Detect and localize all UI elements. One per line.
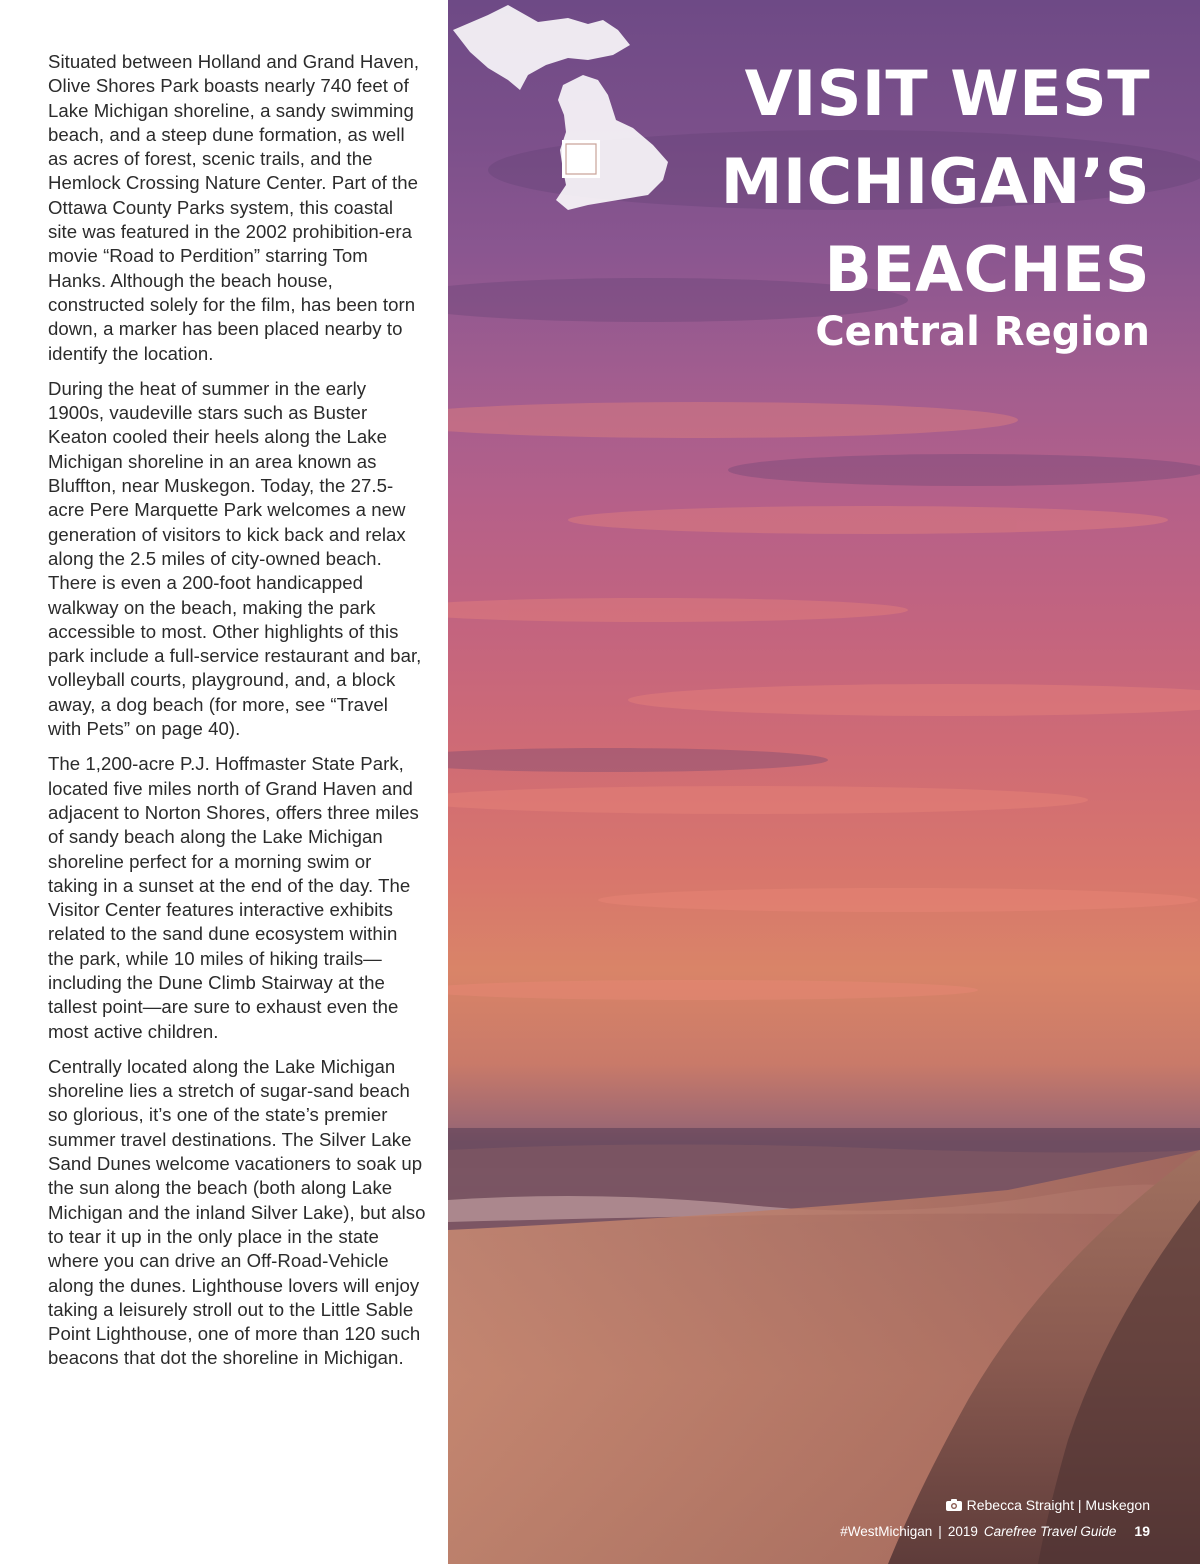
camera-icon bbox=[946, 1499, 962, 1511]
article-body bbox=[48, 50, 426, 1382]
footer-hashtag: #WestMichigan bbox=[840, 1524, 933, 1539]
paragraph-hoffmaster: The 1,200-acre P.J. Hoffmaster State Park, located five miles north of Grand Haven and adjacent to Norton Shores, offers three miles of sandy beach along the Lake Michigan shoreline perfect for a morning swim or taking in a sunset at the end of the day. The Visitor Center features interactive exhibits related to the sand dune ecosystem within the park, while 10 miles of hiking trails—including the Dune Climb Stairway at the tallest point—are sure to exhaust even the most active children. bbox=[48, 753, 419, 1042]
michigan-map-icon bbox=[448, 0, 688, 220]
photo-credit bbox=[946, 1497, 1150, 1513]
footer-separator: | bbox=[938, 1524, 942, 1539]
headline-line-2: MICHIGAN’S bbox=[720, 145, 1150, 218]
paragraph-silver-lake: Centrally located along the Lake Michigan shoreline lies a stretch of sugar-sand beach so glorious, it’s one of the state’s premier summer travel destinations. The Silver Lake Sand Dunes welcome vacationers to soak up the sun along the beach (both along Lake Michigan and the inland Silver Lake), but also to tear it up in the only place in the state where you can drive an Off-Road-Vehicle along the dunes. Lighthouse lovers will enjoy taking a leisurely stroll out to the Little Sable Point Lighthouse, one of more than 120 such beacons that dot the shoreline in Michigan. bbox=[48, 1055, 426, 1369]
paragraph-olive-shores: Situated between Holland and Grand Haven, Olive Shores Park boasts nearly 740 feet of Lake Michigan shoreline, a sandy swimming beach, and a steep dune formation, as well as acres of forest, scenic trails, and the Hemlock Crossing Nature Center. Part of the Ottawa County Parks system, this coastal site was featured in the 2002 prohibition-era movie “Road to Perdition” starring Tom Hanks. Although the beach house, constructed solely for the film, has been torn down, a marker has been placed nearby to identify the location. bbox=[48, 51, 420, 364]
footer-year: 2019 bbox=[947, 1524, 978, 1539]
headline-line-3: BEACHES bbox=[824, 233, 1150, 306]
page-footer bbox=[840, 1523, 1150, 1539]
footer-guide-title: Carefree Travel Guide bbox=[983, 1524, 1117, 1539]
sunset-beach-photo bbox=[448, 0, 1200, 1564]
paragraph-pere-marquette: During the heat of summer in the early 1900s, vaudeville stars such as Buster Keaton cooled their heels along the Lake Michigan shoreline in an area known as Bluffton, near Muskegon. Today, the 27.5-acre Pere Marquette Park welcomes a new generation of visitors to kick back and relax along the 2.5 miles of city-owned beach. There is even a 200-foot handicapped walkway on the beach, making the park accessible to most. Other highlights of this park include a full-service restaurant and bar, volleyball courts, playground, and, a block away, a dog beach (for more, see “Travel with Pets” on page 40). bbox=[48, 377, 422, 740]
photo-credit-text: Rebecca Straight | Muskegon bbox=[966, 1497, 1150, 1513]
article-column bbox=[0, 0, 448, 1564]
page-number: 19 bbox=[1134, 1523, 1150, 1539]
headline-line-1: VISIT WEST bbox=[744, 57, 1150, 130]
headline-subtitle: Central Region bbox=[815, 309, 1150, 355]
